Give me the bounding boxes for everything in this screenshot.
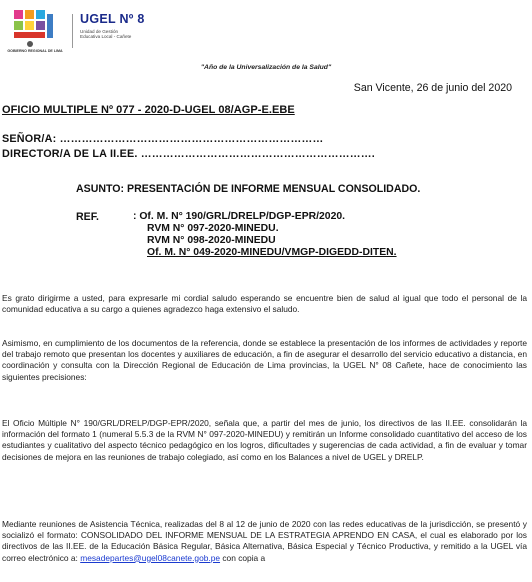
email-link[interactable]: mesadepartes@ugel08canete.gob.pe (80, 552, 221, 563)
paragraph-technical-assistance (2, 519, 527, 564)
reference-label: REF. (76, 211, 99, 223)
reference-item: : Of. M. N° 190/GRL/DRELP/DGP-EPR/2020. (133, 211, 346, 222)
logo-caption: GOBIERNO REGIONAL DE LIMA (7, 49, 63, 53)
header-divider (72, 14, 73, 48)
gobierno-regional-logo (12, 10, 54, 48)
reference-item: Of. M. N° 049-2020-MINEDU/VMGP-DIGEDD-DITEN. (147, 247, 397, 258)
paragraph-tail: con copia a (220, 552, 266, 563)
paragraph-greeting: Es grato dirigirme a usted, para expresarle mi cordial saludo esperando se encuentre bien de salud al igual que todo el personal de la comunidad educativa a su cargo a quienes agradezco haga extensivo el saludo. (2, 293, 527, 315)
reference-item: RVM N° 098-2020-MINEDU (147, 235, 276, 246)
subject-line: ASUNTO: PRESENTACIÓN DE INFORME MENSUAL CONSOLIDADO. (76, 183, 421, 195)
recipient-director: DIRECTOR/A DE LA II.EE. ………………………………………………………. (2, 148, 375, 160)
paragraph-purpose: Asimismo, en cumplimiento de los documentos de la referencia, donde se establece la presentación de los informes de actividades y reporte del trabajo remoto que presentan los docentes y auxiliares de educación, a fin de asegurar el desarrollo del servicio educativo a distancia, en coordinación y consulta con la Dirección Regional de Educación de Lima provincias, la UGEL N° 08 Cañete, hace de conocimiento las siguientes precisiones: (2, 338, 527, 382)
letter-date: San Vicente, 26 de junio del 2020 (353, 82, 512, 94)
recipient-senor: SEÑOR/A: ……………………………………………………………… (2, 133, 324, 145)
oficio-number: OFICIO MULTIPLE Nº 077 - 2020-D-UGEL 08/AGP-E.EBE (2, 104, 295, 116)
ugel-title: UGEL Nº 8 (80, 12, 145, 26)
ugel-subtitle-line-1: Unidad de Gestión (80, 29, 119, 34)
paragraph-oficio-details: El Oficio Múltiple N° 190/GRL/DRELP/DGP-EPR/2020, señala que, a partir del mes de junio, los directivos de las II.EE. consolidarán la información del formato 1 (numeral 5.5.3 de la RVM N° 097-2020-MINEDU) y remitirán un Informe consolidado cuantitativo del acceso de los estudiantes y cualitativo del aspecto técnico pedagógico en los logros, dificultades y sugerencias de cada actividad, a fin de evaluar y tomar decisiones de mejora en las reuniones de trabajo colegiado, así como en los Balances a nivel de UGEL y DRELP. (2, 418, 527, 462)
paragraph-text: Mediante reuniones de Asistencia Técnica, realizadas del 8 al 12 de junio de 2020 con las redes educativas de la jurisdicción, se presentó y socializó el formato: CONSOLIDADO DEL INFORME MENSUAL DE LA ESTRATEGIA APRENDO EN CASA, el cual es elaborado por los directivos de las II.EE. de la Educación Básica Regular, Básica Alternativa, Básica Especial y Técnico Productiva, y remitido a la UGEL vía correo electrónico a: (2, 519, 527, 563)
year-motto: "Año de la Universalización de la Salud" (200, 64, 332, 71)
ugel-subtitle-line-2: Educativa Local - Cañete (80, 34, 132, 39)
reference-item: RVM N° 097-2020-MINEDU. (147, 223, 279, 234)
